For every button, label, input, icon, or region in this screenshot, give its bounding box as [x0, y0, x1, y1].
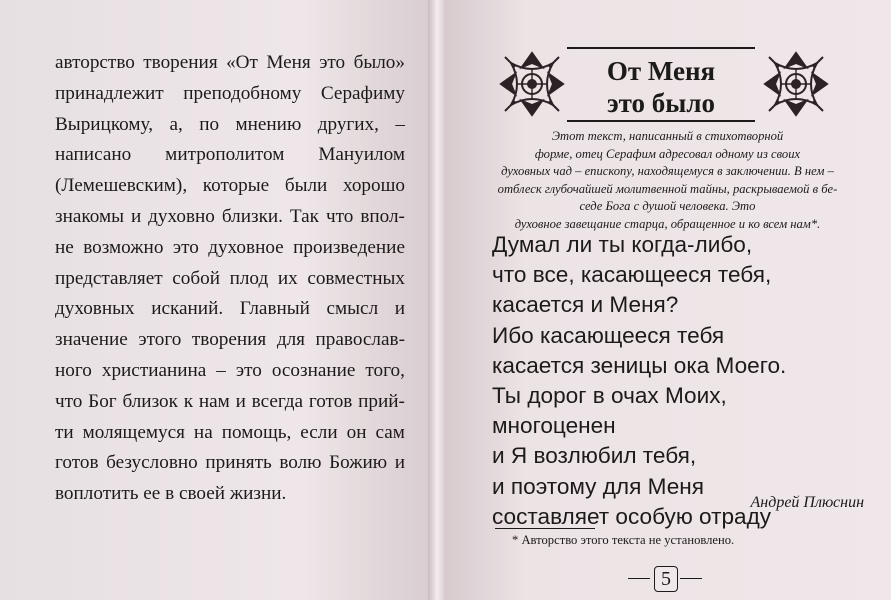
word: близок: [122, 390, 178, 412]
word: и: [130, 205, 142, 227]
word: исканий.: [151, 298, 224, 320]
intro-line: Этот текст, написанный в стихотворной: [551, 129, 784, 143]
word: ного: [55, 359, 92, 381]
intro-line: отблеск глубочайшей молитвенной тайны, раскрываемой в бе-: [497, 181, 838, 196]
word: что: [325, 205, 354, 227]
word: знакомы: [55, 205, 124, 227]
word: не: [55, 236, 74, 258]
text-line: [55, 356, 405, 387]
ornament-left-icon: [497, 49, 567, 119]
word: по: [199, 113, 220, 135]
text-line: [55, 294, 405, 325]
word: мнению: [235, 113, 302, 135]
word: он: [346, 421, 367, 443]
word: хорошо: [342, 175, 405, 197]
word: творения: [143, 52, 218, 73]
word: это: [235, 359, 262, 381]
word: молящемуся: [82, 421, 185, 443]
poem-line: многоценен: [492, 413, 616, 439]
word: помощь,: [221, 421, 292, 443]
word: христианина: [101, 359, 207, 381]
text-line: [55, 387, 405, 418]
page-number-dash: [628, 578, 650, 579]
poem-line: Ты дорог в очах Моих,: [492, 382, 727, 408]
poem-line: касается зеницы ока Моего.: [492, 352, 787, 378]
word: духовно: [148, 205, 215, 227]
word: значение: [55, 329, 128, 351]
word: для: [276, 329, 305, 351]
intro-text: [495, 128, 840, 234]
title-line: это было: [606, 88, 716, 118]
author-signature: Андрей Плюснин: [750, 494, 864, 511]
poem-line: касается и Меня?: [492, 292, 679, 318]
text-line: [55, 171, 405, 202]
title-line: От Меня: [606, 56, 716, 86]
poem-line: Думал ли ты когда-либо,: [492, 232, 753, 257]
word: –: [395, 113, 405, 135]
word: которые: [202, 175, 270, 197]
poem-line: и поэтому для Меня: [492, 473, 704, 499]
word: православ-: [315, 329, 405, 351]
word: а,: [169, 113, 183, 135]
intro-line: духовное завещание старца, обращенное и ко всем нам*.: [514, 216, 821, 231]
word: к: [183, 390, 194, 412]
word: смысл: [326, 298, 379, 320]
left-body-text: [55, 48, 405, 510]
text-line: [55, 140, 405, 171]
word: принадлежит: [55, 82, 164, 104]
word: написано: [55, 144, 132, 166]
word: Бог: [88, 390, 117, 412]
text-line: [55, 264, 405, 295]
poem-line: что все, касающееся тебя,: [492, 262, 772, 288]
word: волю: [279, 452, 322, 474]
page-number-dash: [680, 578, 702, 579]
poem-title: [567, 47, 755, 122]
ornament-right-icon: [761, 49, 831, 119]
word: совместных: [307, 267, 405, 289]
word: безусловно: [106, 452, 198, 474]
word: всегда: [251, 390, 304, 412]
word: плод: [229, 267, 269, 289]
poem-line: Ибо касающееся тебя: [492, 322, 725, 348]
word: их: [277, 267, 298, 289]
page-number-box: [626, 566, 704, 592]
footnote: * Авторство этого текста не установлено.: [512, 533, 735, 547]
word: духовных: [55, 298, 135, 320]
word: Божию: [329, 452, 388, 474]
text-line: воплотить ее в своей жизни.: [55, 483, 287, 505]
word: других,: [317, 113, 379, 135]
intro-line: форме, отец Серафим адресовал одному из своих: [534, 146, 801, 161]
intro-line: духовных чад – епископу, находящемуся в заключении. В нем –: [501, 164, 834, 179]
text-line: [55, 110, 405, 141]
word: –: [216, 359, 226, 381]
word: «От: [226, 52, 258, 73]
word: и: [394, 298, 405, 320]
word: если: [300, 421, 338, 443]
word: прий-: [358, 390, 405, 412]
word: нам: [198, 390, 230, 412]
page-number: 5: [654, 566, 678, 592]
word: сам: [375, 421, 405, 443]
word: впол-: [360, 205, 405, 227]
word: и: [235, 390, 246, 412]
word: было»: [353, 52, 405, 73]
word: Меня: [266, 52, 311, 73]
text-line: [55, 233, 405, 264]
text-line: [55, 79, 405, 110]
word: преподобному: [183, 82, 302, 104]
text-line: [55, 48, 405, 79]
poem-line: и Я возлюбил тебя,: [492, 443, 697, 469]
poem-body: [492, 230, 786, 532]
word: это: [319, 52, 346, 73]
word: Так: [289, 205, 320, 227]
word: осознание: [271, 359, 356, 381]
word: ти: [55, 421, 74, 443]
word: митрополитом: [165, 144, 285, 166]
text-line: [55, 325, 405, 356]
text-line: [55, 448, 405, 479]
text-line: [55, 418, 405, 449]
word: того,: [365, 359, 405, 381]
word: произведение: [293, 236, 405, 258]
word: творения: [191, 329, 267, 351]
word: что: [55, 390, 83, 412]
word: (Лемешевским),: [55, 175, 188, 197]
word: Мануилом: [318, 144, 405, 166]
word: на: [193, 421, 213, 443]
word: были: [284, 175, 328, 197]
word: возможно: [83, 236, 164, 258]
word: принять: [205, 452, 272, 474]
word: представляет: [55, 267, 163, 289]
word: этого: [138, 329, 182, 351]
intro-line: седе Бога с душой человека. Это: [579, 199, 756, 214]
word: это: [172, 236, 199, 258]
word: авторство: [55, 52, 135, 73]
word: готов: [308, 390, 353, 412]
text-line: [55, 202, 405, 233]
word: Вырицкому,: [55, 113, 154, 135]
word: Серафиму: [320, 82, 405, 104]
word: Главный: [239, 298, 310, 320]
word: и: [394, 452, 405, 474]
bleed-through-text: [40, 300, 45, 331]
word: собой: [172, 267, 220, 289]
word: близки.: [221, 205, 283, 227]
word: готов: [55, 452, 99, 474]
poem-line: составляет особую отраду: [492, 503, 772, 529]
word: духовное: [208, 236, 284, 258]
footnote-rule: [495, 528, 595, 529]
